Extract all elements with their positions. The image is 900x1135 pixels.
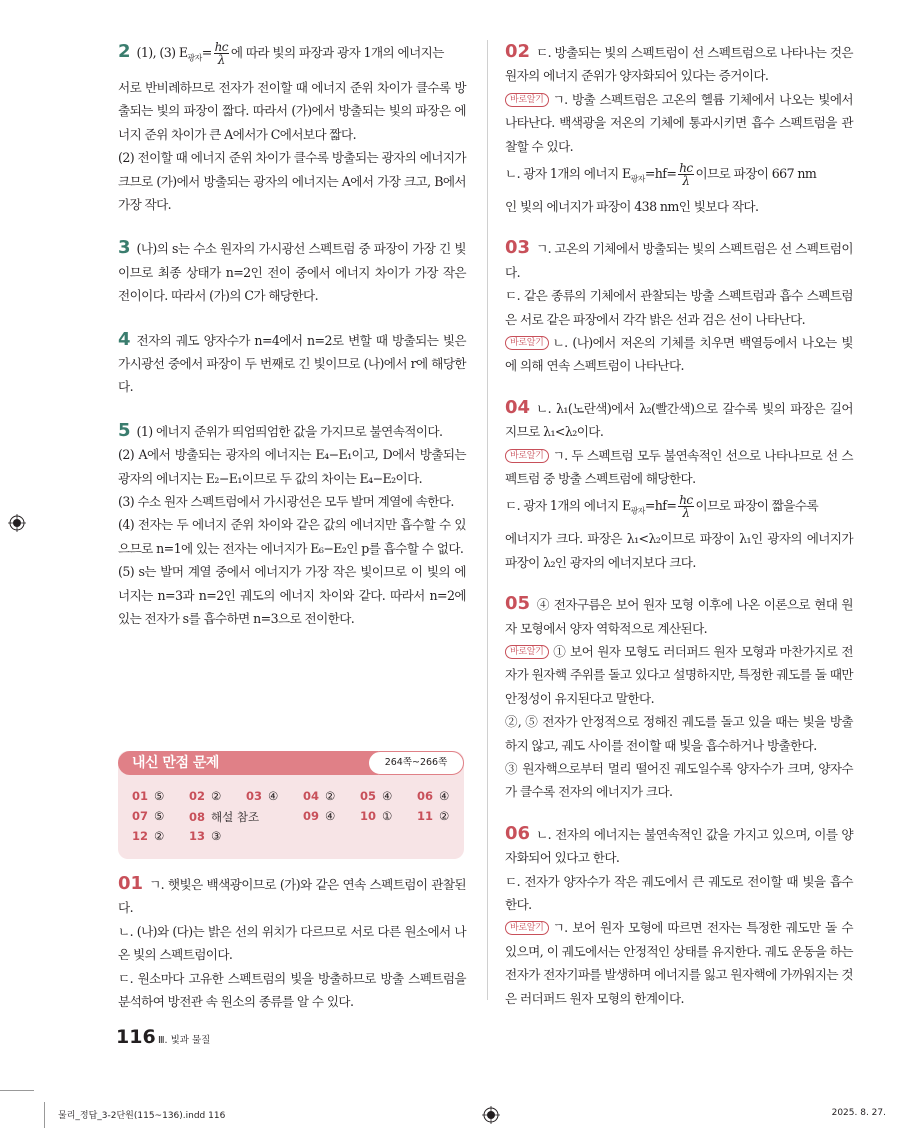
answer-2-line1: 2 (1), (3) $E_{광자}=$ $\frac{hc}{\lambda}$ 에 따라 빛의 파장과 광자 1개의 에너지는 bbox=[118, 40, 444, 67]
answer-key-number: 06 bbox=[417, 789, 434, 803]
answer-key-item bbox=[189, 809, 259, 825]
left-column bbox=[118, 40, 466, 630]
answer-key-number: 12 bbox=[132, 829, 149, 843]
answer-key-value: ② bbox=[325, 789, 336, 803]
answer-key-number: 05 bbox=[360, 789, 377, 803]
formula-fraction: $\frac{hc}{\lambda}$ bbox=[214, 40, 228, 67]
answer-key-value: ⑤ bbox=[154, 809, 165, 823]
answer-key-title: 내신 만점 문제 bbox=[118, 751, 378, 775]
answer-key-value: ② bbox=[154, 829, 165, 843]
answer-key-item bbox=[417, 809, 449, 823]
answer-03-number: 03 bbox=[505, 237, 531, 259]
answer-06: 06 ㄴ. 전자의 에너지는 불연속적인 값을 가지고 있으며, 이를 양자화되어 있다고 한다. ㄷ. 전자가 양자수가 작은 궤도에서 큰 궤도로 전이할 때 빛을 흡수한다. 바로알기 ㄱ. 보어 원자 모형에 따르면 전자는 특정한 궤도만 돌 수 있으며, 이 궤도에서는 안정적인 상태를 유지한다. 궤도 운동을 하는 전자가 전자기파를 발생하며 에너지를 잃고 원자핵에 가까워지는 것은 러더퍼드 원자 모형의 한계이다. bbox=[505, 822, 853, 1006]
answer-key-item bbox=[189, 829, 221, 843]
answer-key-item bbox=[132, 829, 164, 843]
print-date: 2025. 8. 27. bbox=[831, 1108, 886, 1118]
correction-badge: 바로알기 bbox=[505, 93, 549, 107]
answer-key-number: 10 bbox=[360, 809, 377, 823]
formula-fraction: $\frac{hc}{\lambda}$ bbox=[679, 493, 693, 521]
answer-key-item bbox=[303, 809, 335, 823]
answer-01-section bbox=[118, 872, 466, 1013]
answer-2-number: 2 bbox=[118, 41, 131, 62]
answer-key-item bbox=[189, 789, 221, 803]
answer-5-number: 5 bbox=[118, 419, 131, 441]
answer-key-value: ④ bbox=[439, 789, 450, 803]
answer-key-number: 03 bbox=[246, 789, 263, 803]
answer-4: 4 전자의 궤도 양자수가 n=4에서 n=2로 변할 때 방출되는 빛은 가시광선 중에서 파장이 두 번째로 긴 빛이므로 (나)에서 r에 해당한다. bbox=[118, 328, 466, 395]
answer-key-item bbox=[417, 789, 449, 803]
answer-key-value: ② bbox=[439, 809, 450, 823]
answer-01-number: 01 bbox=[118, 873, 144, 894]
page-number: 116 bbox=[116, 1026, 156, 1048]
answer-key-item bbox=[303, 789, 335, 803]
answer-key-value: ② bbox=[211, 789, 222, 803]
answer-key-panel bbox=[118, 751, 464, 859]
answer-key-header bbox=[118, 751, 464, 775]
answer-key-pages: 264쪽~266쪽 bbox=[368, 751, 464, 775]
answer-key-number: 13 bbox=[189, 829, 206, 843]
answer-key-value: 해설 참조 bbox=[211, 810, 260, 824]
answer-key-item bbox=[132, 809, 164, 823]
answer-05-number: 05 bbox=[505, 593, 531, 615]
answer-key-item bbox=[360, 789, 392, 803]
crop-mark bbox=[0, 1090, 34, 1091]
answer-key-number: 09 bbox=[303, 809, 320, 823]
answer-key-value: ① bbox=[382, 809, 393, 823]
registration-mark-icon bbox=[8, 514, 26, 532]
answer-06-number: 06 bbox=[505, 822, 531, 844]
answer-key-value: ④ bbox=[382, 789, 393, 803]
answer-key-number: 07 bbox=[132, 809, 149, 823]
answer-04-number: 04 bbox=[505, 396, 531, 418]
right-column bbox=[505, 40, 853, 1010]
answer-01: 01 ㄱ. 햇빛은 백색광이므로 (가)와 같은 연속 스펙트럼이 관찰된다. ㄴ. (나)와 (다)는 밝은 선의 위치가 다르므로 서로 다른 원소에서 나온 빛의 스펙트럼이다. ㄷ. 원소마다 고유한 스펙트럼의 빛을 방출하므로 방출 스펙트럼을 분석하여 방전관 속 원소의 종류를 알 수 있다. bbox=[118, 873, 466, 1010]
answer-key-item bbox=[132, 789, 164, 803]
correction-badge: 바로알기 bbox=[505, 645, 549, 659]
correction-badge: 바로알기 bbox=[505, 449, 549, 463]
answer-key-number: 08 bbox=[189, 810, 206, 824]
answer-03: 03 ㄱ. 고온의 기체에서 방출되는 빛의 스펙트럼은 선 스펙트럼이다. ㄷ. 같은 종류의 기체에서 관찰되는 방출 스펙트럼과 흡수 스펙트럼은 서로 같은 파장에서 각각 밝은 선과 검은 선이 나타난다. 바로알기 ㄴ. (나)에서 저온의 기체를 치우면 백열등에서 나오는 빛에 의해 연속 스펙트럼이 나타난다. bbox=[505, 237, 853, 374]
answer-2 bbox=[118, 40, 466, 216]
answer-02-number: 02 bbox=[505, 41, 531, 62]
correction-badge: 바로알기 bbox=[505, 921, 549, 935]
answer-5: 5 (1) 에너지 준위가 띄엄띄엄한 값을 가지므로 불연속적이다. (2) A에서 방출되는 광자의 에너지는 E₄−E₁이고, D에서 방출되는 광자의 에너지는 E₂−E₁이므로 두 값의 차이는 E₄−E₂이다. (3) 수소 원자 스펙트럼에서 가시광선은 모두 발머 계열에 속한다. (4) 전자는 두 에너지 준위 차이와 같은 값의 에너지만 흡수할 수 있으므로 n=1에 있는 전자는 에너지가 E₆−E₂인 p를 흡수할 수 없다. (5) s는 발머 계열 중에서 에너지가 가장 작은 빛이므로 이 빛의 에너지는 n=3과 n=2인 궤도의 에너지 차이와 같다. 따라서 n=2에 있는 전자가 s를 흡수하면 n=3으로 전이한다. bbox=[118, 419, 466, 627]
column-divider bbox=[487, 40, 488, 1000]
answer-02: 02 ㄷ. 방출되는 빛의 스펙트럼이 선 스펙트럼으로 나타나는 것은 원자의 에너지 준위가 양자화되어 있다는 증거이다. 바로알기 ㄱ. 방출 스펙트럼은 고온의 헬륨 기체에서 나오는 빛에서 나타난다. 백색광을 저온의 기체에 통과시키면 흡수 스펙트럼을 관찰할 수 있다. ㄴ. 광자 1개의 에너지 $E_{광자}=hf=$ $\frac{hc}{\lambda}$ 이므로 파장이 667 nm 인 빛의 에너지가 파장이 438 nm인 빛보다 작다. bbox=[505, 41, 853, 214]
answer-3-number: 3 bbox=[118, 237, 131, 259]
section-label: Ⅲ. 빛과 물질 bbox=[158, 1035, 211, 1046]
answer-3: 3 (나)의 s는 수소 원자의 가시광선 스펙트럼 중 파장이 가장 긴 빛이므로 최종 상태가 n=2인 전이 중에서 에너지 차이가 가장 작은 전이이다. 따라서 (가)의 C가 해당한다. bbox=[118, 237, 466, 304]
answer-key-value: ④ bbox=[268, 789, 279, 803]
answer-4-number: 4 bbox=[118, 328, 131, 350]
answer-2-body: 서로 반비례하므로 전자가 전이할 때 에너지 준위 차이가 클수록 방출되는 빛의 파장이 짧다. 따라서 (가)에서 방출되는 빛의 파장은 에너지 준위 차이가 큰 A에서가 C에서보다 짧다. bbox=[118, 79, 466, 142]
formula-fraction: $\frac{hc}{\lambda}$ bbox=[679, 161, 693, 189]
answer-05: 05 ④ 전자구름은 보어 원자 모형 이후에 나온 이론으로 현대 원자 모형에서 양자 역학적으로 계산된다. 바로알기 ① 보어 원자 모형도 러더퍼드 원자 모형과 마찬가지로 전자가 원자핵 주위를 돌고 있다고 설명하지만, 특정한 궤도를 돌 때만 안정성이 유지된다고 말한다. ②, ⑤ 전자가 안정적으로 정해진 궤도를 돌고 있을 때는 빛을 방출하지 않고, 궤도 사이를 전이할 때 빛을 흡수하거나 방출한다. ③ 원자핵으로부터 멀리 떨어진 궤도일수록 양자수가 크며, 양자수가 클수록 전자의 에너지가 크다. bbox=[505, 593, 853, 800]
crop-mark bbox=[44, 1102, 45, 1128]
answer-key-number: 11 bbox=[417, 809, 434, 823]
registration-mark-icon bbox=[482, 1106, 500, 1124]
answer-key-value: ③ bbox=[211, 829, 222, 843]
answer-key-item bbox=[360, 809, 392, 823]
print-filename: 물리_정답_3-2단원(115~136).indd 116 bbox=[58, 1111, 226, 1121]
answer-key-number: 04 bbox=[303, 789, 320, 803]
answer-key-value: ⑤ bbox=[154, 789, 165, 803]
answer-04: 04 ㄴ. λ₁(노란색)에서 λ₂(빨간색)으로 갈수록 빛의 파장은 길어지므로 λ₁<λ₂이다. 바로알기 ㄱ. 두 스펙트럼 모두 불연속적인 선으로 나타나므로 선 스펙트럼 중 방출 스펙트럼에 해당한다. ㄷ. 광자 1개의 에너지 $E_{광자}=hf=$ $\frac{hc}{\lambda}$ 이므로 파장이 짧을수록 에너지가 크다. 파장은 λ₁<λ₂이므로 파장이 λ₁인 광자의 에너지가 파장이 λ₂인 광자의 에너지보다 크다. bbox=[505, 396, 853, 570]
answer-key-number: 01 bbox=[132, 789, 149, 803]
answer-key-number: 02 bbox=[189, 789, 206, 803]
correction-badge: 바로알기 bbox=[505, 336, 549, 350]
answer-2-part2: (2) 전이할 때 에너지 준위 차이가 클수록 방출되는 광자의 에너지가 크므로 (가)에서 방출되는 광자의 에너지는 A에서 가장 크고, B에서 가장 작다. bbox=[118, 150, 466, 212]
answer-key-value: ④ bbox=[325, 809, 336, 823]
answer-key-item bbox=[246, 789, 278, 803]
